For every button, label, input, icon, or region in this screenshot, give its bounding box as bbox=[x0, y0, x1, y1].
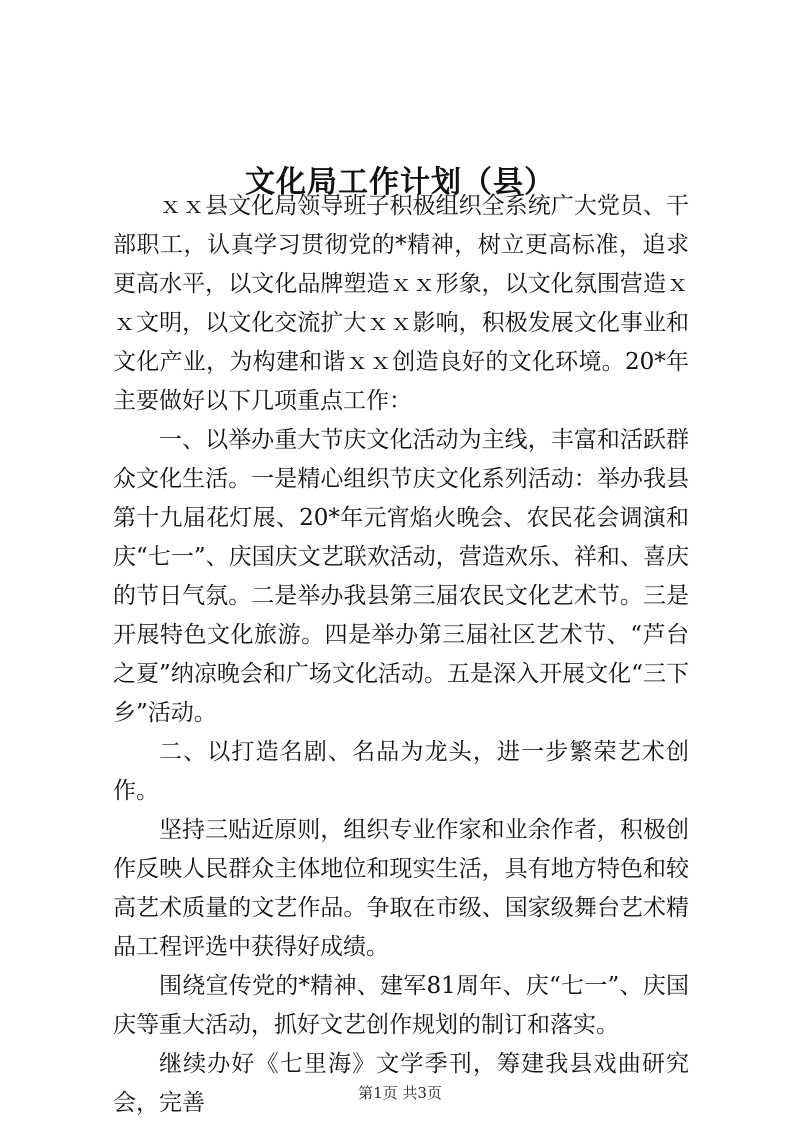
paragraph-section-2-heading: 二、以打造名剧、名品为龙头，进一步繁荣艺术创作。 bbox=[113, 739, 689, 804]
paragraph-section-2-body-2: 围绕宣传党的*精神、建军81周年、庆“七一”、庆国庆等重大活动，抓好文艺创作规划的制订和落实。 bbox=[113, 973, 689, 1038]
document-title: 文化局工作计划（县） bbox=[245, 165, 555, 201]
document-body bbox=[113, 187, 689, 1123]
page-number-footer: 第1页 共3页 bbox=[358, 1084, 442, 1102]
paragraph-section-2-body-3: 继续办好《七里海》文学季刊，筹建我县戏曲研究会，完善 bbox=[113, 1051, 689, 1116]
paragraph-intro: ｘｘ县文化局领导班子积极组织全系统广大党员、干部职工，认真学习贯彻党的*精神，树立更高标准，追求更高水平，以文化品牌塑造ｘｘ形象，以文化氛围营造ｘｘ文明，以文化交流扩大ｘｘ影响，积极发展文化事业和文化产业，为构建和谐ｘｘ创造良好的文化环境。20*年主要做好以下几项重点工作： bbox=[113, 193, 689, 414]
paragraph-section-2-body-1: 坚持三贴近原则，组织专业作家和业余作者，积极创作反映人民群众主体地位和现实生活，具有地方特色和较高艺术质量的文艺作品。争取在市级、国家级舞台艺术精品工程评选中获得好成绩。 bbox=[113, 817, 689, 960]
paragraph-section-1: 一、以举办重大节庆文化活动为主线，丰富和活跃群众文化生活。一是精心组织节庆文化系列活动：举办我县第十九届花灯展、20*年元宵焰火晚会、农民花会调演和庆“七一”、庆国庆文艺联欢活动，营造欢乐、祥和、喜庆的节日气氛。二是举办我县第三届农民文化艺术节。三是开展特色文化旅游。四是举办第三届社区艺术节、“芦台之夏”纳凉晚会和广场文化活动。五是深入开展文化“三下乡”活动。 bbox=[113, 427, 689, 726]
